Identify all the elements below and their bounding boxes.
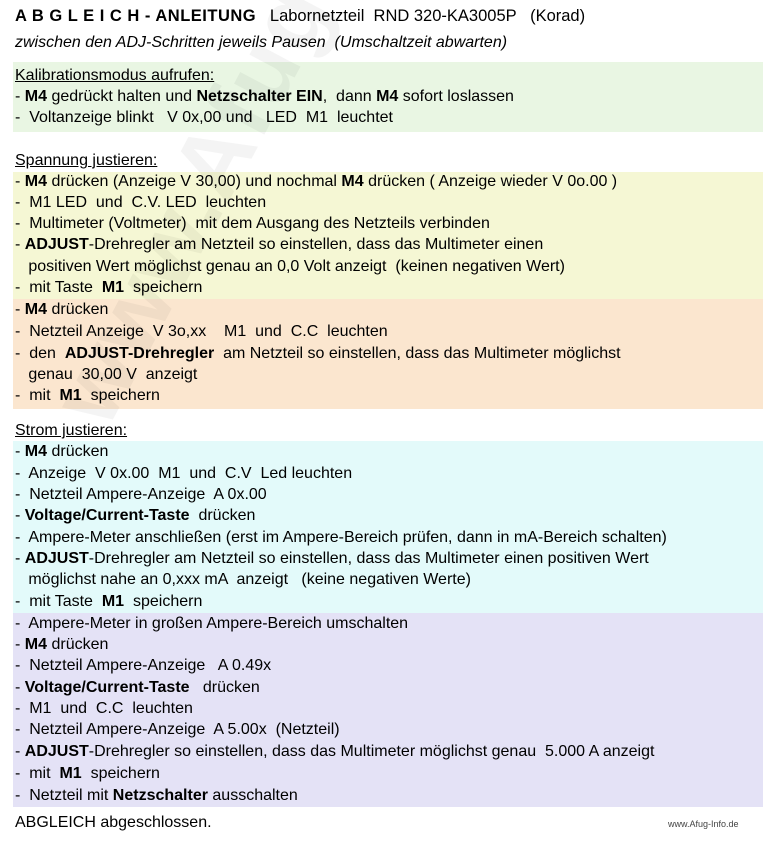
step-line: - M4 drücken bbox=[15, 443, 109, 460]
step-line: - Netzteil mit Netzschalter ausschalten bbox=[15, 787, 298, 804]
step-line: - Ampere-Meter in großen Ampere-Bereich umschalten bbox=[15, 615, 409, 632]
step-line: - mit M1 speichern bbox=[15, 765, 160, 782]
step-line: - Netzteil Anzeige V 3o,xx M1 und C.C leuchten bbox=[15, 323, 388, 340]
step-line: - Anzeige V 0x.00 M1 und C.V Led leuchten bbox=[15, 465, 353, 482]
step-line: - Voltage/Current-Taste drücken bbox=[15, 507, 256, 524]
step-line: - Netzteil Ampere-Anzeige A 0.49x bbox=[15, 657, 272, 674]
section-heading-current: Strom justieren: bbox=[15, 422, 128, 439]
section-heading-calibration: Kalibrationsmodus aufrufen: bbox=[15, 67, 215, 84]
step-line: - ADJUST-Drehregler am Netzteil so einstellen, dass das Multimeter einen positiven Wert bbox=[15, 550, 649, 567]
step-line: - M4 drücken bbox=[15, 636, 109, 653]
step-line: - M4 drücken (Anzeige V 30,00) und nochmal M4 drücken ( Anzeige wieder V 0o.00 ) bbox=[15, 173, 618, 190]
title-bold: A B G L E I C H - ANLEITUNG bbox=[15, 7, 257, 25]
step-line: - M4 drücken bbox=[15, 301, 109, 318]
page-subtitle: zwischen den ADJ-Schritten jeweils Pausen (Umschaltzeit abwarten) bbox=[15, 34, 508, 51]
step-line: - ADJUST-Drehregler am Netzteil so einstellen, dass das Multimeter einen bbox=[15, 236, 544, 253]
step-line: - M4 gedrückt halten und Netzschalter EIN, dann M4 sofort loslassen bbox=[15, 88, 514, 105]
step-line: - Multimeter (Voltmeter) mit dem Ausgang des Netzteils verbinden bbox=[15, 215, 490, 232]
step-line: möglichst nahe an 0,xxx mA anzeigt (keine negativen Werte) bbox=[15, 571, 471, 588]
source-url: www.Afug-Info.de bbox=[668, 819, 739, 829]
step-line: - M1 und C.C leuchten bbox=[15, 700, 193, 717]
step-line: - ADJUST-Drehregler so einstellen, dass das Multimeter möglichst genau 5.000 A anzeigt bbox=[15, 743, 655, 760]
step-line: - M1 LED und C.V. LED leuchten bbox=[15, 194, 267, 211]
step-line: - Ampere-Meter anschließen (erst im Ampere-Bereich prüfen, dann in mA-Bereich schalten) bbox=[15, 529, 667, 546]
step-line: - Netzteil Ampere-Anzeige A 0x.00 bbox=[15, 486, 267, 503]
step-line: - mit Taste M1 speichern bbox=[15, 593, 203, 610]
step-line: - Voltage/Current-Taste drücken bbox=[15, 679, 260, 696]
completion-note: ABGLEICH abgeschlossen. bbox=[15, 814, 212, 831]
step-line: - Voltanzeige blinkt V 0x,00 und LED M1 leuchtet bbox=[15, 109, 393, 126]
title-device: Labornetzteil RND 320-KA3005P (Korad) bbox=[256, 7, 586, 25]
step-line: - den ADJUST-Drehregler am Netzteil so einstellen, dass das Multimeter möglichst bbox=[15, 345, 621, 362]
step-line: genau 30,00 V anzeigt bbox=[15, 366, 198, 383]
step-line: - Netzteil Ampere-Anzeige A 5.00x (Netzteil) bbox=[15, 721, 340, 738]
step-line: - mit Taste M1 speichern bbox=[15, 279, 203, 296]
section-heading-voltage: Spannung justieren: bbox=[15, 152, 158, 169]
step-line: - mit M1 speichern bbox=[15, 387, 160, 404]
page-title bbox=[15, 6, 585, 27]
step-line: positiven Wert möglichst genau an 0,0 Volt anzeigt (keinen negativen Wert) bbox=[15, 258, 565, 275]
